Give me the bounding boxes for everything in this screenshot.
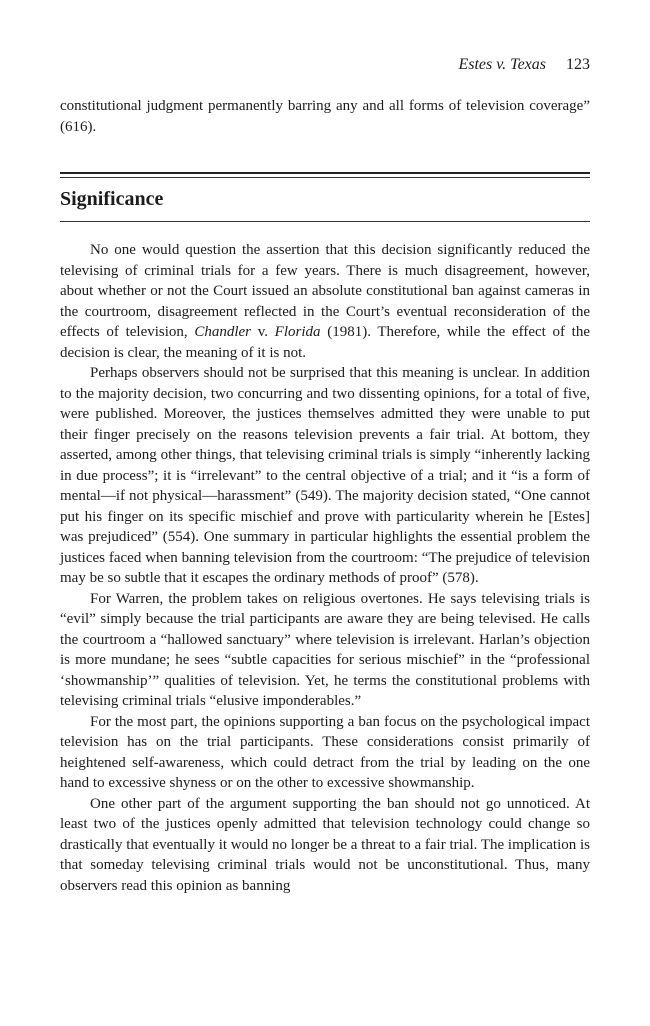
paragraph-3: For Warren, the problem takes on religious overtones. He says televising trials is “evil” simply because the trial participants are aware they are being televised. He calls the courtroom a “hallowed sanctuary” where television is irrelevant. Harlan’s objection is more mundane; he sees “subtle capacities for serious mischief” in the “professional ‘showmanship’” qualities of television. Yet, he terms the constitutional problems with televising criminal trials “elusive imponderables.” bbox=[60, 590, 590, 709]
paragraph-1-text-a: No one would question the assertion that this decision significantly reduced the televising of criminal trials for a few years. There is much disagreement, however, about whether or not the Court issued an absolute constitutional ban against cameras in the courtroom, disagreement reflected in the Court’s eventual reconsideration of the effects of television, bbox=[60, 242, 590, 340]
continuation-paragraph: constitutional judgment permanently barring any and all forms of television coverage” (616). bbox=[60, 98, 590, 135]
section-rule-bottom bbox=[60, 221, 590, 222]
section-rule-top bbox=[60, 172, 590, 174]
paragraph-5: One other part of the argument supporting the ban should not go unnoticed. At least two of the justices openly admitted that television technology could change so drastically that eventually it would no longer be a threat to a fair trial. The implication is that someday televising criminal trials would not be unconstitutional. Thus, many observers read this opinion as banning bbox=[60, 795, 590, 894]
case-name-florida: Florida bbox=[274, 324, 321, 340]
section-body bbox=[60, 240, 590, 896]
running-head-title: Estes v. Texas bbox=[458, 56, 546, 73]
section-rule-top-thin bbox=[60, 177, 590, 178]
case-versus: v. bbox=[251, 324, 275, 340]
paragraph-4: For the most part, the opinions supporting a ban focus on the psychological impact television has on the trial participants. These considerations consist primarily of heightened self-awareness, which could detract from the trial by leading on the one hand to excessive shyness or on the other to excessive showmanship. bbox=[60, 713, 590, 791]
paragraph-2: Perhaps observers should not be surprised that this meaning is unclear. In addition to the majority decision, two concurring and two dissenting opinions, for a total of five, were published. Moreover, the justices themselves admitted they were unable to put their finger precisely on the reasons television prevents a fair trial. At bottom, they asserted, among other things, that televising criminal trials is simply “inherently lacking in due process”; it is “irrelevant” to the central objective of a trial; and it “is a form of mental—if not physical—harassment” (549). The majority decision stated, “One cannot put his finger on its specific mischief and prove with particularity wherein he [Estes] was prejudiced” (554). One summary in particular highlights the essential problem the justices faced when banning television from the courtroom: “The prejudice of television may be so subtle that it escapes the ordinary methods of proof” (578). bbox=[60, 365, 590, 586]
page-number: 123 bbox=[566, 56, 590, 73]
paragraph-1 bbox=[60, 240, 590, 363]
case-name-chandler: Chandler bbox=[194, 324, 252, 340]
section-heading: Significance bbox=[60, 188, 164, 210]
continuation-block bbox=[60, 96, 590, 137]
running-head bbox=[458, 55, 590, 75]
paragraph-1-text-b: (1981). Therefore, while the effect of the decision is clear, the meaning of it is not. bbox=[60, 324, 591, 361]
